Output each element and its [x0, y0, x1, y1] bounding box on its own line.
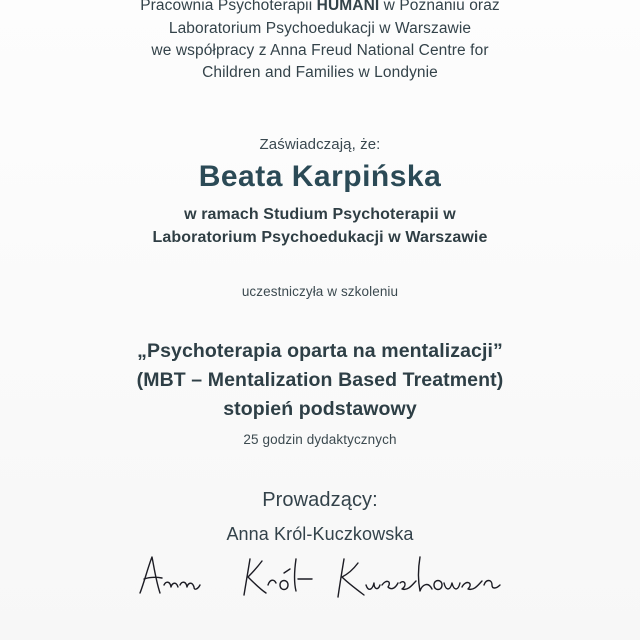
participation-text: uczestniczyła w szkoleniu [241, 284, 399, 299]
header-line-3: we współpracy z Anna Freud National Centre for [151, 42, 489, 59]
header-line-2: Laboratorium Psychoedukacji w Warszawie [168, 20, 472, 37]
header-prefix: Pracownia Psychoterapii [140, 0, 317, 14]
leader-label: Prowadzący: [262, 489, 378, 511]
course-level: stopień podstawowy [223, 398, 417, 420]
certify-text: Zaświadczają, że: [259, 136, 381, 153]
program-line-2: Laboratorium Psychoedukacji w Warszawie [152, 229, 488, 246]
program-line-1: w ramach Studium Psychoterapii w [184, 206, 456, 223]
recipient-name: Beata Karpińska [198, 160, 442, 193]
course-title: „Psychoterapia oparta na mentalizacji” [137, 340, 503, 362]
leader-name: Anna Król-Kuczkowska [226, 524, 414, 544]
header-suffix: w Poznaniu oraz [379, 0, 500, 14]
header-bold-humani: HUMANI [316, 0, 380, 14]
header-line-4: Children and Families w Londynie [202, 64, 438, 81]
course-hours: 25 godzin dydaktycznych [243, 432, 397, 447]
course-subtitle: (MBT – Mentalization Based Treatment) [136, 369, 504, 391]
header-line-1 [0, 0, 640, 15]
handwritten-signature [130, 545, 510, 615]
